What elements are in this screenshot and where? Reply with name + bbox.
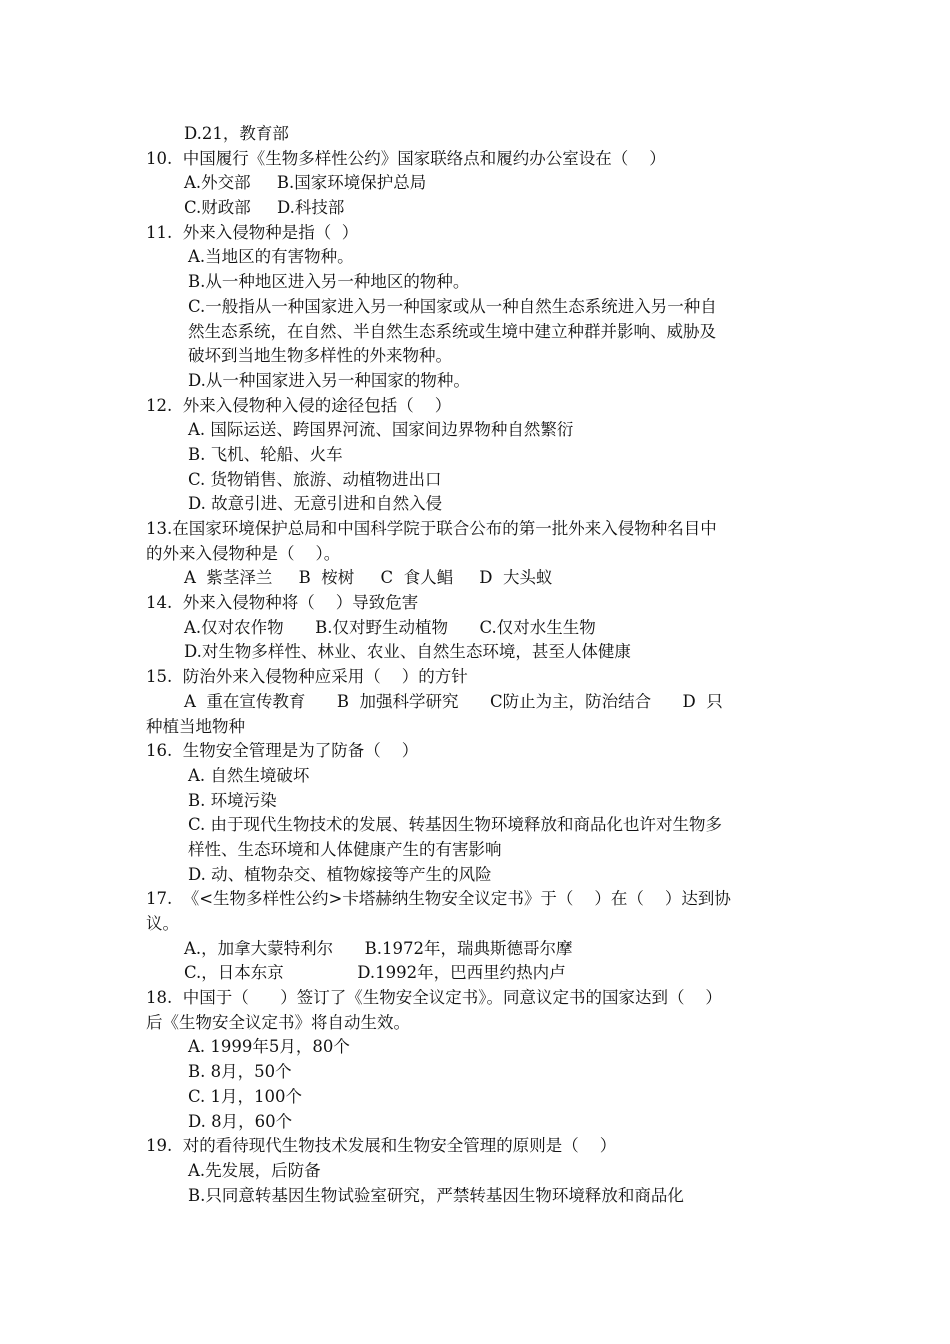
question-line: 10. 中国履行《生物多样性公约》国家联络点和履约办公室设在（ ） [146, 148, 666, 168]
option-line: B.只同意转基因生物试验室研究，严禁转基因生物环境释放和商品化 [188, 1185, 684, 1205]
option-line: C.一般指从一种国家进入另一种国家或从一种自然生态系统进入另一种自 [188, 296, 717, 316]
option-line: D.对生物多样性、林业、农业、自然生态环境，甚至人体健康 [184, 642, 631, 662]
question-line: 15. 防治外来入侵物种应采用（ ）的方针 [146, 667, 468, 687]
question-line: 的外来入侵物种是（ ）。 [146, 543, 341, 563]
question-line: 19. 对的看待现代生物技术发展和生物安全管理的原则是（ ） [146, 1136, 617, 1156]
option-line: C. 货物销售、旅游、动植物进出口 [188, 469, 442, 489]
question-line: 议。 [146, 914, 179, 933]
option-line: A.先发展，后防备 [188, 1160, 321, 1180]
option-line: C. 1月，100个 [188, 1086, 303, 1106]
option-line: D. 动、植物杂交、植物嫁接等产生的风险 [188, 864, 492, 884]
question-line: 18. 中国于（ ）签订了《生物安全议定书》。同意议定书的国家达到（ ） [146, 988, 722, 1008]
option-line: A 重在宣传教育 B 加强科学研究 C防止为主，防治结合 D 只 [184, 691, 723, 711]
question-line: 17. 《<生物多样性公约>卡塔赫纳生物安全议定书》于（ ）在（ ）达到协 [146, 889, 731, 909]
question-line: 11. 外来入侵物种是指（ ） [146, 222, 359, 242]
option-line: 破坏到当地生物多样性的外来物种。 [188, 346, 452, 366]
question-line: 12. 外来入侵物种入侵的途径包括（ ） [146, 395, 452, 415]
question-list [146, 122, 810, 1208]
option-line: B. 飞机、轮船、火车 [188, 444, 343, 464]
option-line: A.，加拿大蒙特利尔 B.1972年，瑞典斯德哥尔摩 [184, 938, 573, 958]
option-line: A. 1999年5月，80个 [188, 1037, 350, 1057]
question-line: 种植当地物种 [146, 716, 245, 736]
option-line: A.外交部 B.国家环境保护总局 [184, 173, 427, 193]
option-line: B.从一种地区进入另一种地区的物种。 [188, 272, 470, 292]
question-line: 13.在国家环境保护总局和中国科学院于联合公布的第一批外来入侵物种名目中 [146, 519, 717, 538]
option-line: A. 国际运送、跨国界河流、国家间边界物种自然繁衍 [188, 420, 574, 440]
option-line: D. 故意引进、无意引进和自然入侵 [188, 494, 443, 514]
option-line: A.仅对农作物 B.仅对野生动植物 C.仅对水生生物 [184, 617, 596, 637]
option-line: C.财政部 D.科技部 [184, 198, 345, 218]
question-line: 14. 外来入侵物种将（ ）导致危害 [146, 593, 419, 613]
option-line: C.，日本东京 D.1992年，巴西里约热内卢 [184, 963, 566, 983]
question-line: 后《生物安全议定书》将自动生效。 [146, 1012, 410, 1032]
option-line: B. 环境污染 [188, 790, 277, 810]
option-line: 然生态系统，在自然、半自然生态系统或生境中建立种群并影响、威胁及 [188, 321, 716, 341]
option-line: D.21，教育部 [184, 124, 289, 143]
option-line: B. 8月，50个 [188, 1062, 292, 1082]
document-page [146, 122, 810, 1208]
option-line: C. 由于现代生物技术的发展、转基因生物环境释放和商品化也许对生物多 [188, 815, 723, 835]
option-line: A. 自然生境破坏 [188, 765, 310, 785]
question-line: 16. 生物安全管理是为了防备（ ） [146, 741, 419, 761]
option-line: D.从一种国家进入另一种国家的物种。 [188, 370, 470, 390]
option-line: D. 8月，60个 [188, 1111, 293, 1131]
option-line: 样性、生态环境和人体健康产生的有害影响 [188, 839, 502, 859]
option-line: A 紫茎泽兰 B 桉树 C 食人鲳 D 大头蚁 [184, 568, 553, 588]
option-line: A.当地区的有害物种。 [188, 247, 354, 267]
